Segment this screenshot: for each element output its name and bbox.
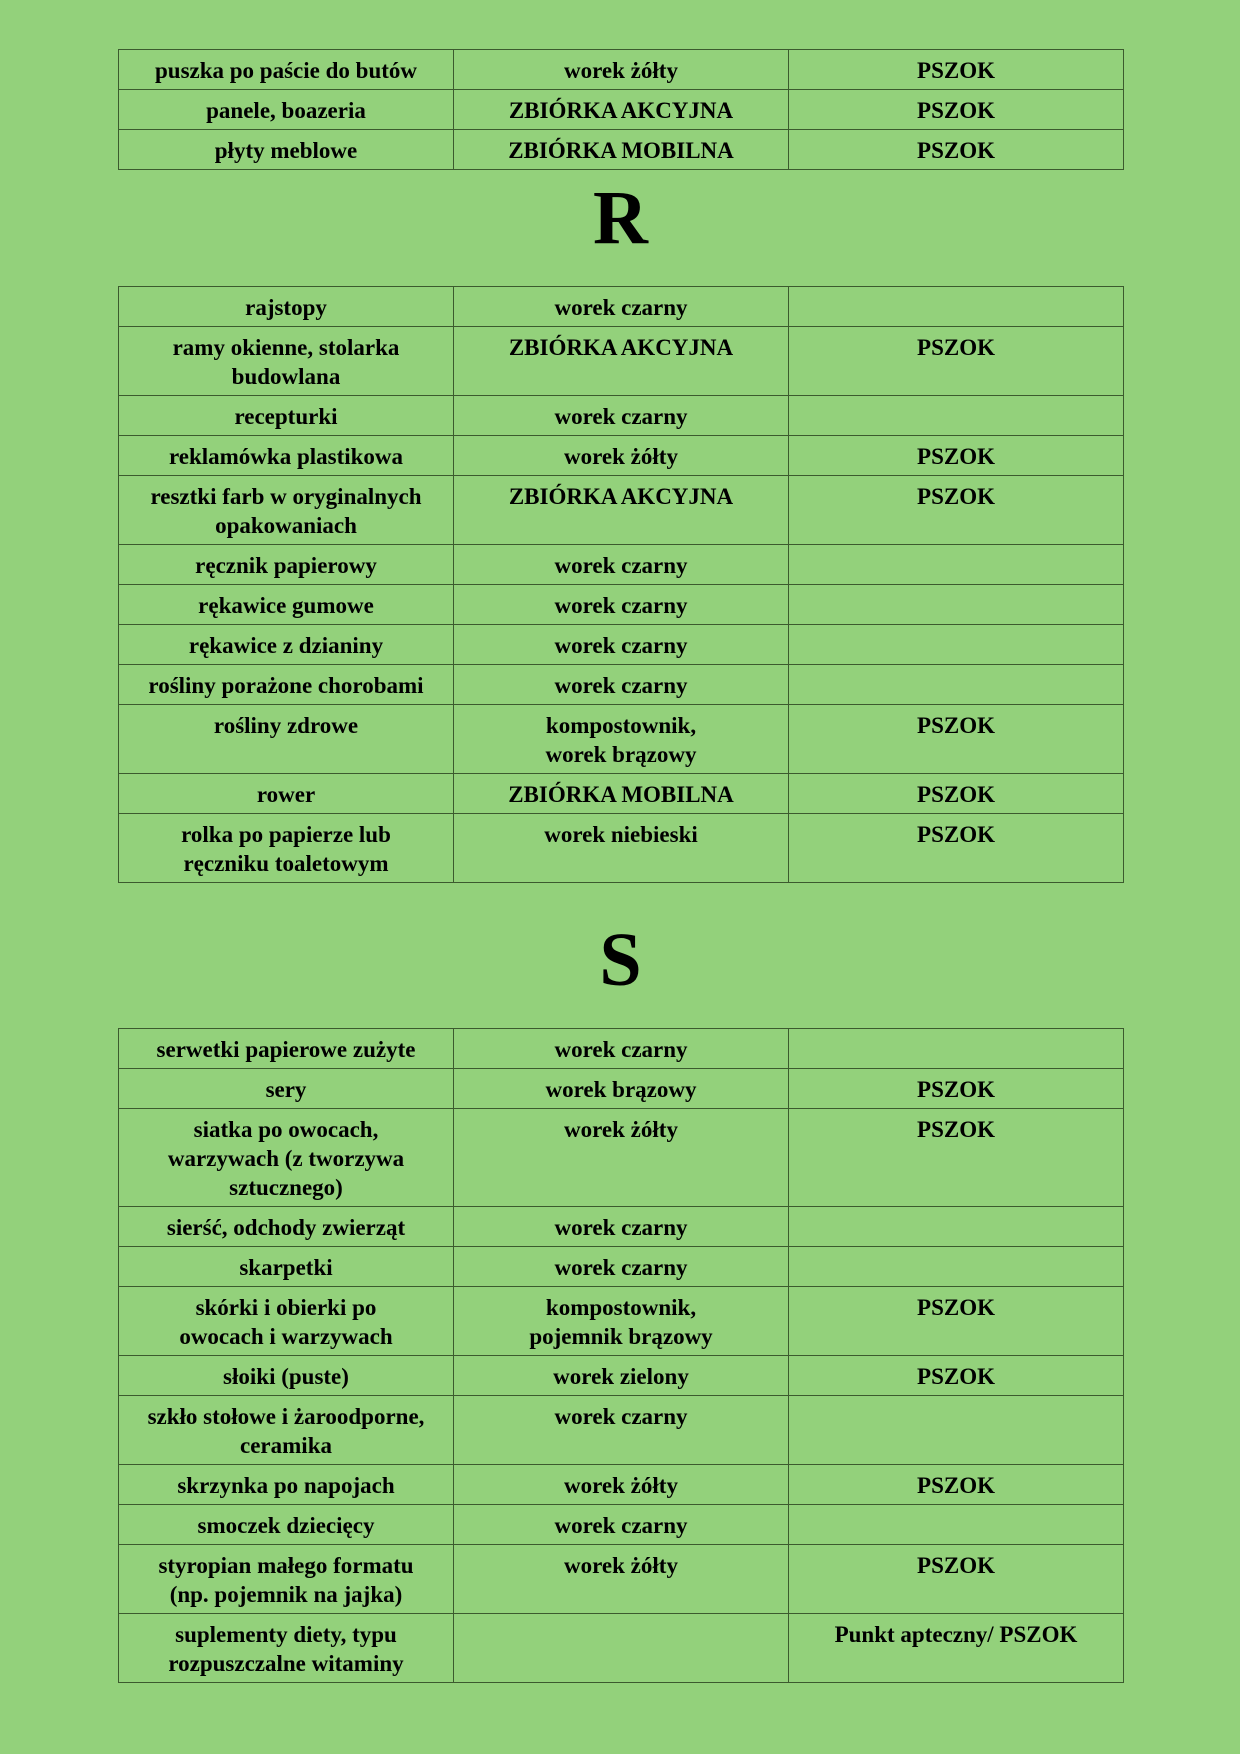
pszok-cell xyxy=(789,1505,1124,1545)
pszok-cell xyxy=(789,665,1124,705)
container-cell: worek czarny xyxy=(454,1247,789,1287)
table-row xyxy=(119,774,1124,814)
table-row xyxy=(119,327,1124,396)
item-name-cell: rajstopy xyxy=(119,287,454,327)
container-cell xyxy=(454,1614,789,1683)
container-cell: worek czarny xyxy=(454,1029,789,1069)
pszok-cell: PSZOK xyxy=(789,90,1124,130)
table-body xyxy=(119,1029,1124,1683)
container-cell: kompostownik, pojemnik brązowy xyxy=(454,1287,789,1356)
item-name-cell: słoiki (puste) xyxy=(119,1356,454,1396)
table-row xyxy=(119,585,1124,625)
item-name-cell: suplementy diety, typu rozpuszczalne witaminy xyxy=(119,1614,454,1683)
container-cell: worek czarny xyxy=(454,625,789,665)
item-name-cell: siatka po owocach, warzywach (z tworzywa sztucznego) xyxy=(119,1109,454,1207)
item-name-cell: skarpetki xyxy=(119,1247,454,1287)
table-row xyxy=(119,545,1124,585)
item-name-cell: rękawice z dzianiny xyxy=(119,625,454,665)
pszok-cell: PSZOK xyxy=(789,327,1124,396)
pszok-cell xyxy=(789,1207,1124,1247)
pszok-cell: PSZOK xyxy=(789,1356,1124,1396)
table-row xyxy=(119,1545,1124,1614)
table-row xyxy=(119,1247,1124,1287)
table-row xyxy=(119,1614,1124,1683)
table-body xyxy=(119,287,1124,883)
item-name-cell: resztki farb w oryginalnych opakowaniach xyxy=(119,476,454,545)
pszok-cell: PSZOK xyxy=(789,1069,1124,1109)
container-cell: worek czarny xyxy=(454,665,789,705)
pszok-cell: PSZOK xyxy=(789,130,1124,170)
item-name-cell: styropian małego formatu (np. pojemnik na jajka) xyxy=(119,1545,454,1614)
pszok-cell xyxy=(789,545,1124,585)
table-block-s xyxy=(118,1028,1123,1683)
container-cell: worek brązowy xyxy=(454,1069,789,1109)
item-name-cell: smoczek dziecięcy xyxy=(119,1505,454,1545)
pszok-cell: PSZOK xyxy=(789,705,1124,774)
table-row xyxy=(119,705,1124,774)
table-row xyxy=(119,1465,1124,1505)
item-name-cell: rośliny zdrowe xyxy=(119,705,454,774)
pszok-cell: PSZOK xyxy=(789,436,1124,476)
pszok-cell: PSZOK xyxy=(789,1545,1124,1614)
pszok-cell: PSZOK xyxy=(789,1287,1124,1356)
table-body xyxy=(119,50,1124,170)
waste-table-s xyxy=(118,1028,1124,1683)
item-name-cell: ręcznik papierowy xyxy=(119,545,454,585)
item-name-cell: ramy okienne, stolarka budowlana xyxy=(119,327,454,396)
container-cell: worek czarny xyxy=(454,545,789,585)
table-row xyxy=(119,665,1124,705)
pszok-cell xyxy=(789,1396,1124,1465)
table-row xyxy=(119,1505,1124,1545)
container-cell: ZBIÓRKA AKCYJNA xyxy=(454,327,789,396)
container-cell: ZBIÓRKA AKCYJNA xyxy=(454,90,789,130)
item-name-cell: sery xyxy=(119,1069,454,1109)
table-row xyxy=(119,1356,1124,1396)
container-cell: worek żółty xyxy=(454,1545,789,1614)
section-letter-r: R xyxy=(593,176,648,260)
container-cell: worek żółty xyxy=(454,436,789,476)
container-cell: worek żółty xyxy=(454,50,789,90)
table-row xyxy=(119,396,1124,436)
item-name-cell: rośliny porażone chorobami xyxy=(119,665,454,705)
waste-table-p xyxy=(118,49,1124,170)
pszok-cell xyxy=(789,1029,1124,1069)
table-row xyxy=(119,130,1124,170)
table-row xyxy=(119,1287,1124,1356)
item-name-cell: płyty meblowe xyxy=(119,130,454,170)
item-name-cell: recepturki xyxy=(119,396,454,436)
item-name-cell: sierść, odchody zwierząt xyxy=(119,1207,454,1247)
pszok-cell: PSZOK xyxy=(789,814,1124,883)
table-row xyxy=(119,1396,1124,1465)
pszok-cell xyxy=(789,1247,1124,1287)
container-cell: ZBIÓRKA MOBILNA xyxy=(454,130,789,170)
table-row xyxy=(119,90,1124,130)
container-cell: worek czarny xyxy=(454,1207,789,1247)
item-name-cell: rower xyxy=(119,774,454,814)
table-row xyxy=(119,1069,1124,1109)
item-name-cell: rolka po papierze lub ręczniku toaletowym xyxy=(119,814,454,883)
table-row xyxy=(119,625,1124,665)
pszok-cell: PSZOK xyxy=(789,1109,1124,1207)
item-name-cell: rękawice gumowe xyxy=(119,585,454,625)
item-name-cell: skórki i obierki po owocach i warzywach xyxy=(119,1287,454,1356)
table-block-r xyxy=(118,286,1123,883)
waste-table-r xyxy=(118,286,1124,883)
item-name-cell: skrzynka po napojach xyxy=(119,1465,454,1505)
container-cell: worek czarny xyxy=(454,396,789,436)
item-name-cell: reklamówka plastikowa xyxy=(119,436,454,476)
item-name-cell: puszka po paście do butów xyxy=(119,50,454,90)
table-row xyxy=(119,436,1124,476)
container-cell: worek czarny xyxy=(454,287,789,327)
container-cell: worek żółty xyxy=(454,1465,789,1505)
item-name-cell: serwetki papierowe zużyte xyxy=(119,1029,454,1069)
table-block-p xyxy=(118,49,1123,170)
container-cell: worek żółty xyxy=(454,1109,789,1207)
container-cell: worek niebieski xyxy=(454,814,789,883)
table-row xyxy=(119,50,1124,90)
container-cell: ZBIÓRKA MOBILNA xyxy=(454,774,789,814)
table-row xyxy=(119,287,1124,327)
table-row xyxy=(119,1109,1124,1207)
pszok-cell xyxy=(789,396,1124,436)
container-cell: worek czarny xyxy=(454,1396,789,1465)
pszok-cell xyxy=(789,287,1124,327)
pszok-cell: Punkt apteczny/ PSZOK xyxy=(789,1614,1124,1683)
table-row xyxy=(119,1207,1124,1247)
pszok-cell xyxy=(789,625,1124,665)
item-name-cell: szkło stołowe i żaroodporne, ceramika xyxy=(119,1396,454,1465)
table-row xyxy=(119,1029,1124,1069)
pszok-cell: PSZOK xyxy=(789,50,1124,90)
item-name-cell: panele, boazeria xyxy=(119,90,454,130)
pszok-cell: PSZOK xyxy=(789,476,1124,545)
section-letter-s: S xyxy=(599,918,642,1002)
pszok-cell xyxy=(789,585,1124,625)
container-cell: worek czarny xyxy=(454,585,789,625)
table-row xyxy=(119,476,1124,545)
container-cell: worek zielony xyxy=(454,1356,789,1396)
container-cell: ZBIÓRKA AKCYJNA xyxy=(454,476,789,545)
table-row xyxy=(119,814,1124,883)
pszok-cell: PSZOK xyxy=(789,1465,1124,1505)
container-cell: kompostownik, worek brązowy xyxy=(454,705,789,774)
container-cell: worek czarny xyxy=(454,1505,789,1545)
pszok-cell: PSZOK xyxy=(789,774,1124,814)
